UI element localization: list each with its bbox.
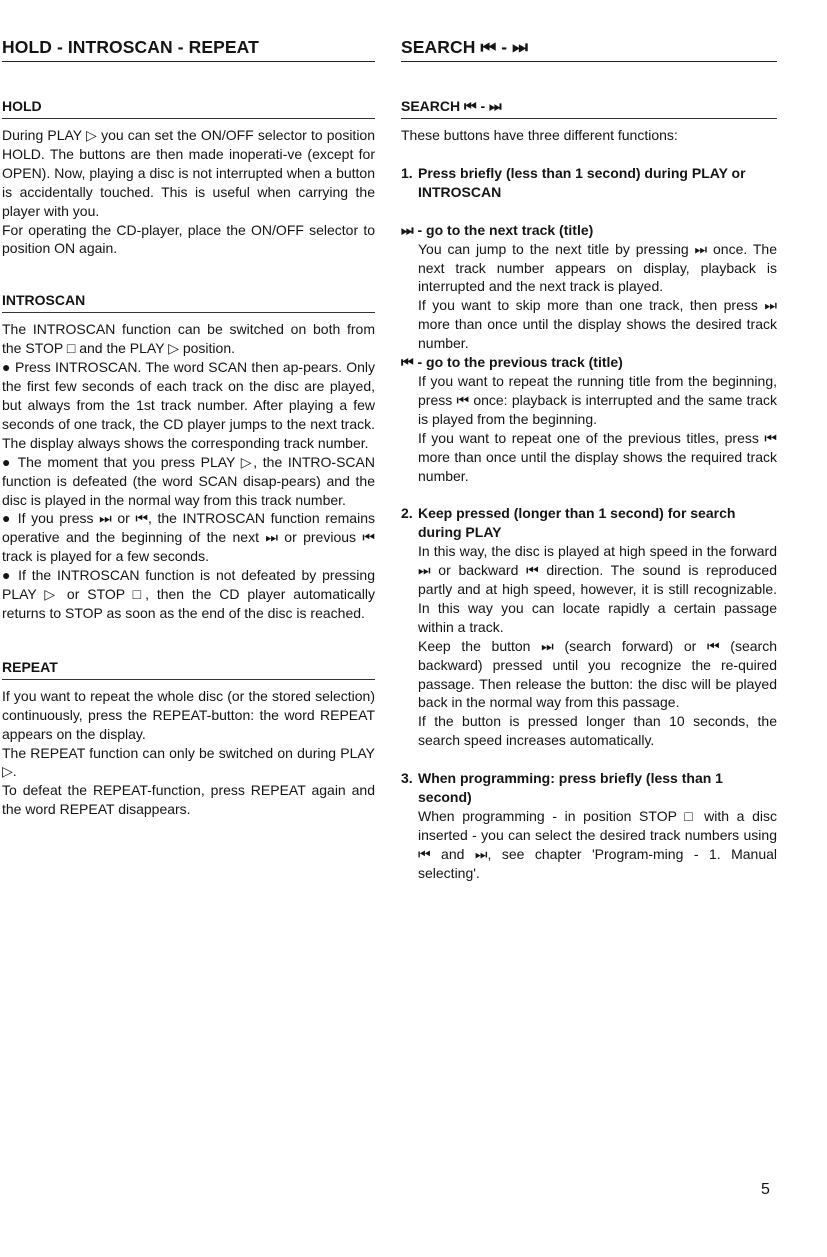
introscan-bullet: ● Press INTROSCAN. The word SCAN then ap-pears. Only the first few seconds of each track on the disc are played, but always from the 1st track number. After playing a few seconds of one track, the CD player jumps to the next track. The display always shows the corresponding track number. (2, 359, 375, 451)
search-item-1 (401, 164, 777, 486)
repeat-paragraph: If you want to repeat the whole disc (or the stored selection) continuously, press the REPEAT-button: the word REPEAT appears on the display. (2, 687, 375, 742)
hold-heading: HOLD (2, 98, 375, 119)
next-track-paragraph: If you want to skip more than one track, then press ⏭ more than once until the display shows the desired track number. (418, 297, 777, 352)
repeat-paragraph: To defeat the REPEAT-function, press REPEAT again and the word REPEAT disappears. (2, 782, 375, 818)
page-title-right: SEARCH ⏮ - ⏭ (401, 36, 777, 62)
repeat-paragraph: The REPEAT function can only be switched on during PLAY ▷. (2, 744, 375, 780)
right-column (401, 36, 777, 883)
previous-track-subheading: ⏮ - go to the previous track (title) (401, 354, 623, 371)
item-number: 1. (401, 164, 413, 181)
item-heading: Keep pressed (longer than 1 second) for search during PLAY (418, 505, 736, 541)
search-intro: These buttons have three different functions: (401, 127, 678, 143)
programming-paragraph: When programming - in position STOP □ with a disc inserted - you can select the desired track numbers using ⏮ and ⏭, see chapter 'Program-ming - 1. Manual selecting'. (418, 808, 777, 881)
left-column (2, 36, 375, 819)
hold-paragraph: During PLAY ▷ you can set the ON/OFF selector to position HOLD. The buttons are then made inoperati-ve (except for OPEN). Now, playing a disc is not interrupted when a button is accidentally touched. This is useful when carrying the player with you. (2, 127, 375, 219)
hold-paragraph: For operating the CD-player, place the ON/OFF selector to position ON again. (2, 221, 375, 257)
introscan-paragraph: The INTROSCAN function can be switched on both from the STOP □ and the PLAY ▷ position. (2, 321, 375, 357)
page-title-left: HOLD - INTROSCAN - REPEAT (2, 36, 375, 62)
introscan-bullet: ● If you press ⏭ or ⏮, the INTROSCAN function remains operative and the beginning of the next ⏭ or previous ⏮ track is played for a few seconds. (2, 510, 375, 565)
next-track-subheading: ⏭ - go to the next track (title) (401, 221, 594, 238)
introscan-bullet: ● The moment that you press PLAY ▷, the INTRO-SCAN function is defeated (the word SCAN disap-pears) and the disc is played in the normal way from this track number. (2, 453, 375, 508)
search-heading: SEARCH ⏮ - ⏭ (401, 98, 777, 119)
item-number: 2. (401, 505, 413, 522)
repeat-heading: REPEAT (2, 659, 375, 680)
previous-track-paragraph: If you want to repeat the running title from the beginning, press ⏮ once: playback is interrupted and the same track is played from the beginning. (418, 372, 777, 427)
hold-section (2, 98, 375, 258)
previous-track-paragraph: If you want to repeat one of the previous titles, press ⏮ more than once until the display shows the required track number. (418, 429, 777, 484)
search-paragraph: If the button is pressed longer than 10 seconds, the search speed increases automatically. (418, 713, 777, 749)
search-item-3 (401, 769, 777, 882)
page-number: 5 (761, 1181, 770, 1198)
introscan-section (2, 292, 375, 623)
item-heading: When programming: press briefly (less than 1 second) (418, 770, 723, 806)
search-paragraph: Keep the button ⏭ (search forward) or ⏮ (search backward) pressed until you recognize the re-quired passage. Then release the button: the disc will be played back in the normal way from this passage. (418, 637, 777, 711)
introscan-bullet: ● If the INTROSCAN function is not defeated by pressing PLAY ▷ or STOP □, then the CD player automatically returns to STOP as soon as the end of the disc is reached. (2, 567, 375, 621)
search-paragraph: In this way, the disc is played at high speed in the forward ⏭ or backward ⏮ direction. The sound is reproduced partly and at high speed, however, it is still recognizable. In this way you can locate rapidly a certain passage within a track. (418, 543, 777, 635)
next-track-paragraph: You can jump to the next title by pressing ⏭ once. The next track number appears on display, playback is interrupted and the next track is played. (418, 240, 777, 295)
repeat-section (2, 659, 375, 819)
item-number: 3. (401, 770, 413, 787)
item-heading: Press briefly (less than 1 second) during PLAY or INTROSCAN (418, 164, 746, 200)
introscan-heading: INTROSCAN (2, 292, 375, 313)
search-item-2 (401, 504, 777, 750)
